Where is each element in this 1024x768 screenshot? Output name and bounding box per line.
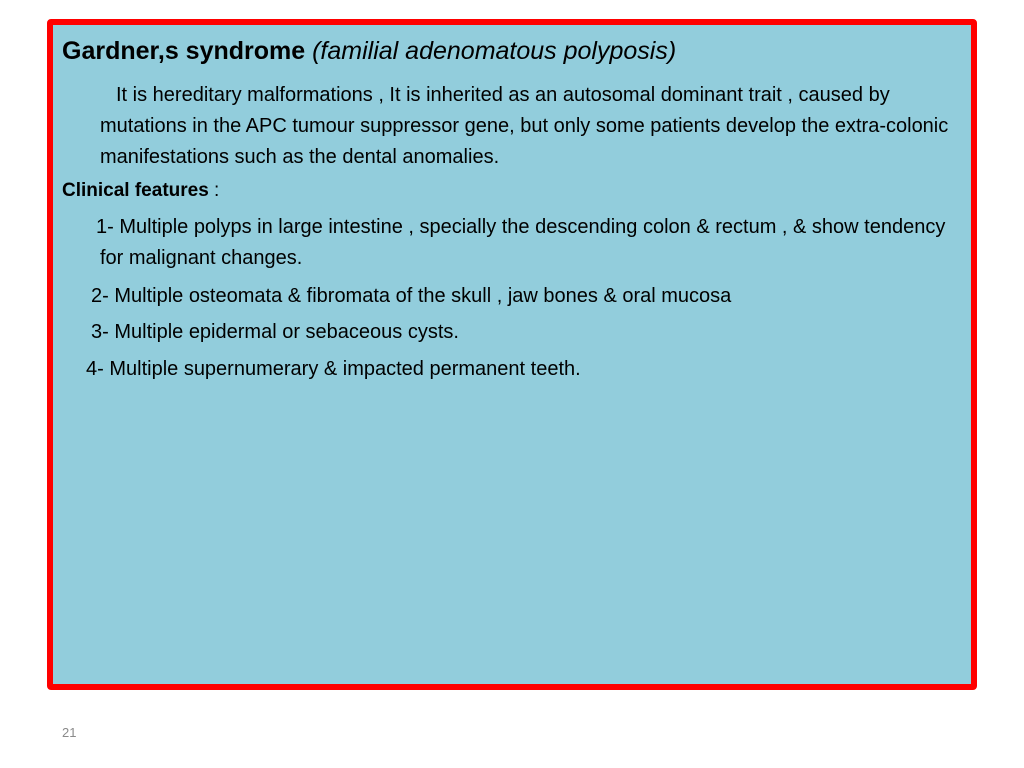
title-main: Gardner,s syndrome	[62, 37, 306, 65]
intro-paragraph: It is hereditary malformations , It is inherited as an autosomal dominant trait , caused by mutations in the APC tumour suppressor gene, but only some patients develop the extra-colonic manifestations such as the dental anomalies.	[100, 84, 949, 168]
clinical-features-colon: :	[208, 180, 220, 201]
list-item: 2- Multiple osteomata & fibromata of the skull , jaw bones & oral mucosa	[91, 285, 732, 307]
list-item: 1- Multiple polyps in large intestine , specially the descending colon & rectum , & show tendency for malignant changes.	[96, 216, 946, 269]
title-subtitle: (familial adenomatous polyposis)	[312, 37, 677, 65]
list-item: 4- Multiple supernumerary & impacted permanent teeth.	[86, 358, 581, 380]
clinical-features-heading	[62, 177, 219, 205]
slide-title	[62, 35, 676, 67]
page-number: 21	[62, 725, 77, 740]
list-item: 3- Multiple epidermal or sebaceous cysts.	[91, 321, 459, 343]
clinical-features-label: Clinical features	[62, 180, 209, 201]
